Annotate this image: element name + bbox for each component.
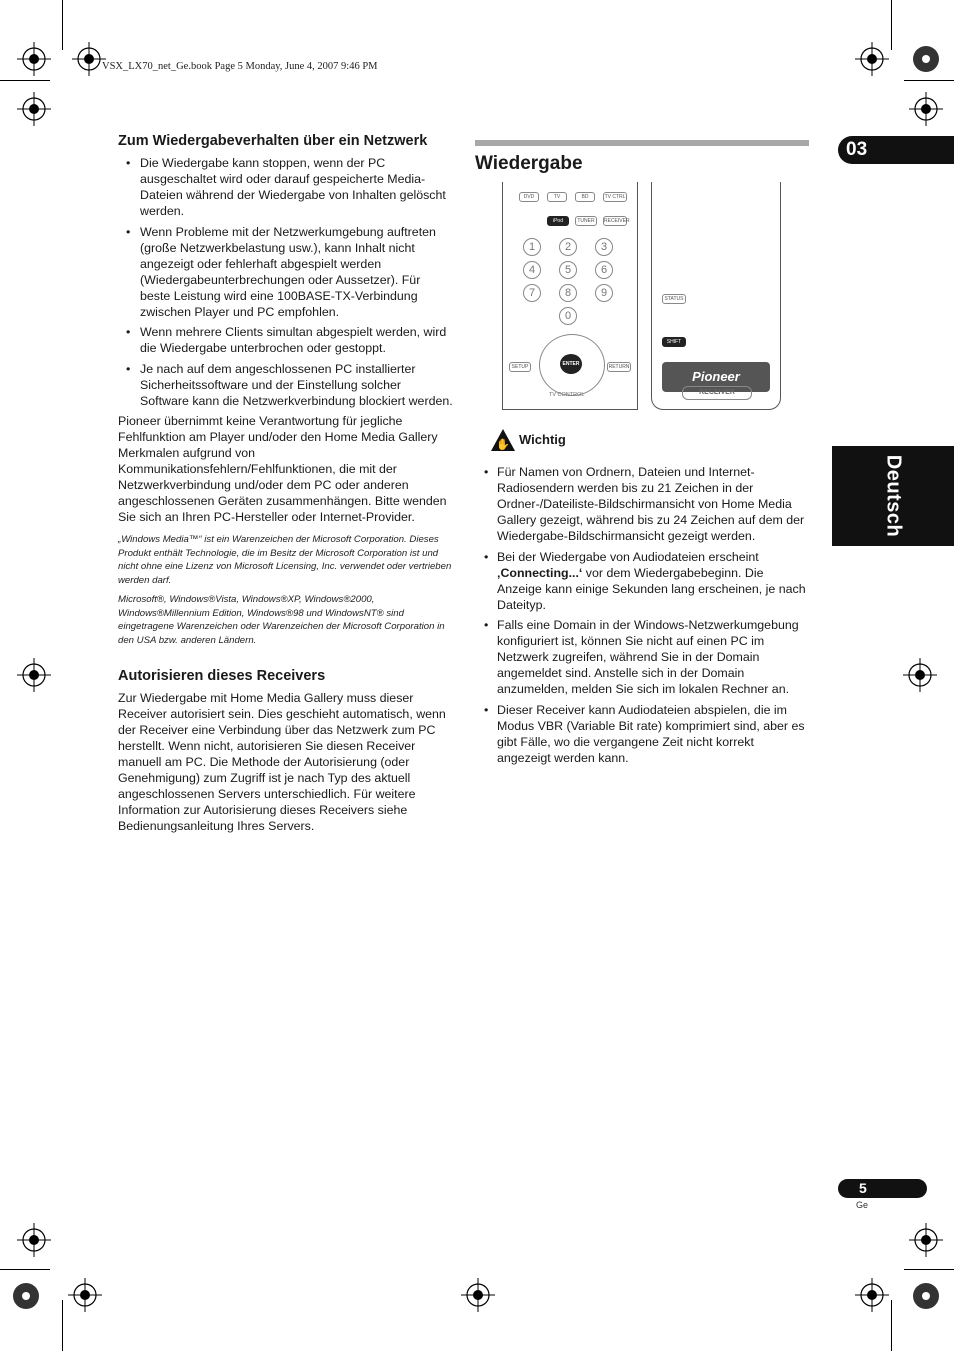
right-column: [475, 140, 809, 770]
svg-text:✋: ✋: [496, 438, 510, 451]
digit-button: 4: [523, 261, 541, 279]
warning-icon: [490, 428, 516, 452]
bullet-icon: •: [126, 325, 131, 339]
authorize-paragraph: Zur Wiedergabe mit Home Media Gallery muss dieser Receiver autorisiert sein. Dies geschieht automatisch, wenn der Receiver eine Verbindung über das Netzwerk zum PC herstellt. Wenn nicht, autorisieren Sie diesen Receiver manuell am PC. Die Methode der Autorisierung (oder Genehmigung) zum Zugriff ist je nach Typ des aktuell angeschlossenen Servers unterschiedlich. Für weitere Information zur Autorisierung dieses Receivers siehe Bedienungsanleitung Ihres Servers.: [118, 691, 446, 833]
registration-mark-icon: [855, 1278, 889, 1312]
remote-button-tuner: TUNER: [575, 216, 597, 226]
network-bullet-list: [118, 155, 453, 409]
crop-mark: [0, 1269, 50, 1270]
section-heading-network: Zum Wiedergabeverhalten über ein Netzwerk: [118, 133, 428, 149]
remote-button-setup: SETUP: [509, 362, 531, 372]
registration-mark-icon: [903, 658, 937, 692]
digit-button: 3: [595, 238, 613, 256]
remote-button-receiver-input: RECEIVER: [604, 218, 630, 224]
important-bullet-list: [475, 464, 809, 766]
remote-button-receiver: RECEIVER: [682, 386, 752, 400]
book-header-line: VSX_LX70_net_Ge.book Page 5 Monday, June 4, 2007 9:46 PM: [102, 61, 378, 72]
registration-mark-icon: [461, 1278, 495, 1312]
digit-button: 1: [523, 238, 541, 256]
crop-mark: [904, 1269, 954, 1270]
language-tab-label: Deutsch: [882, 454, 905, 538]
remote-button-ipod: iPod: [547, 216, 569, 226]
chapter-tab: 03: [838, 136, 954, 164]
important-notice: [475, 428, 809, 454]
registration-mark-icon: [9, 1279, 43, 1313]
registration-mark-icon: [17, 658, 51, 692]
digit-button: 8: [559, 284, 577, 302]
bullet-icon: •: [484, 618, 489, 632]
registration-mark-icon: [909, 1223, 943, 1257]
section-rule: [475, 140, 809, 146]
remote-button-status: STATUS: [662, 294, 686, 304]
bullet-icon: •: [484, 702, 489, 717]
registration-mark-icon: [909, 92, 943, 126]
list-item: • Falls eine Domain in der Windows-Netzwerkumgebung konfiguriert ist, können Sie nicht auf einen PC im Netzwerk zugreifen, während Sie in der Domain angemeldet sind. Anstelle sich in der Domain anzumelden, melden Sie sich im lokalen Rechner an.: [484, 618, 799, 696]
remote-upper-section: [502, 182, 638, 410]
bullet-icon: •: [126, 361, 131, 376]
digit-button: 7: [523, 284, 541, 302]
language-tab: [832, 446, 954, 546]
list-item: • Die Wiedergabe kann stoppen, wenn der PC ausgeschaltet wird oder darauf gespeicherte Media-Dateien während der Wiedergabe von Inhalten gelöscht werden.: [126, 156, 446, 218]
remote-button-dvd: DVD: [519, 192, 539, 202]
list-item: • Für Namen von Ordnern, Dateien und Internet-Radiosendern werden bis zu 21 Zeichen in der Ordner-/Dateiliste-Bildschirmansicht von Home Media Gallery gezeigt, während bis zu 24 Zeichen auf dem der Wiedergabe-Bildschirmansicht gezeigt werden.: [484, 465, 805, 543]
page-number: 5: [838, 1179, 927, 1198]
remote-control-illustration: [475, 182, 809, 410]
remote-tv-control-label: TV CONTROL: [549, 392, 585, 398]
connecting-message: ‚Connecting...‘: [497, 565, 583, 580]
registration-mark-icon: [855, 42, 889, 76]
digit-button: 6: [595, 261, 613, 279]
page-title: Wiedergabe: [475, 153, 583, 174]
remote-lower-section: [651, 182, 781, 410]
important-label: Wichtig: [519, 432, 566, 447]
registration-mark-icon: [909, 42, 943, 76]
pioneer-logo: Pioneer: [662, 362, 770, 392]
crop-mark: [891, 1300, 892, 1351]
registration-mark-icon: [72, 42, 106, 76]
registration-mark-icon: [17, 42, 51, 76]
crop-mark: [62, 0, 63, 50]
left-column: [118, 132, 453, 842]
list-item: • Wenn mehrere Clients simultan abgespielt werden, wird die Wiedergabe unterbrochen oder gestoppt.: [126, 325, 447, 355]
trademark-note-microsoft: Microsoft®, Windows®Vista, Windows®XP, Windows®2000, Windows®Millennium Edition, Windows®98 und WindowsNT® sind eingetragene Warenzeichen oder Warenzeichen der Microsoft Corporation in den USA bzw. anderen Ländern.: [118, 594, 445, 646]
remote-button-tv-ctrl: TV CTRL: [604, 194, 626, 200]
remote-button-bd: BD: [575, 192, 595, 202]
remote-button-tv: TV: [547, 192, 567, 202]
crop-mark: [62, 1300, 63, 1351]
remote-button-return: RETURN: [608, 364, 630, 370]
list-item: • Wenn Probleme mit der Netzwerkumgebung auftreten (große Netzwerkbelastung usw.), kann Inhalt nicht angezeigt oder fehlerhaft abgespielt werden (Wiedergabeunterbrechungen oder Aussetzer). Für beste Leistung wird eine 100BASE-TX-Verbindung zwischen Player und PC empfohlen.: [126, 224, 436, 319]
digit-button: 2: [559, 238, 577, 256]
list-item: • Dieser Receiver kann Audiodateien abspielen, die im Modus VBR (Variable Bit rate) komprimiert sind, aber es gibt Fälle, wo die vergangene Zeit nicht korrekt angezeigt werden kann.: [484, 702, 805, 765]
registration-mark-icon: [17, 92, 51, 126]
crop-mark: [904, 80, 954, 81]
digit-button: 5: [559, 261, 577, 279]
section-heading-authorize: Autorisieren dieses Receivers: [118, 668, 326, 684]
list-item: • Bei der Wiedergabe von Audiodateien erscheint ‚Connecting...‘ vor dem Wiedergabebeginn. Die Anzeige kann einige Sekunden lang erscheinen, je nach Dateityp.: [484, 549, 806, 612]
disclaimer-paragraph: Pioneer übernimmt keine Verantwortung für jegliche Fehlfunktion am Player und/oder den Home Media Gallery Merkmalen aufgrund von Kommunikationsfehlern/Fehlfunktionen, die mit der Netzwerkverbindung und/oder dem PC oder anderen angeschlossenen Geräten zusammenhängen. Bitte wenden Sie sich an Ihren PC-Hersteller oder Internet-Provider.: [118, 414, 447, 524]
bullet-icon: •: [126, 156, 131, 170]
remote-button-shift: SHIFT: [662, 337, 686, 347]
bullet-icon: •: [126, 224, 131, 239]
digit-button: 0: [559, 307, 577, 325]
registration-mark-icon: [68, 1278, 102, 1312]
registration-mark-icon: [17, 1223, 51, 1257]
remote-enter-button: ENTER: [560, 354, 582, 374]
bullet-icon: •: [484, 549, 489, 564]
page-language-code: Ge: [856, 1200, 869, 1210]
bullet-icon: •: [484, 465, 489, 479]
digit-button: 9: [595, 284, 613, 302]
trademark-note-windows-media: „Windows Media™“ ist ein Warenzeichen der Microsoft Corporation. Dieses Produkt enthält Technologie, die im Besitz der Microsoft Corporation ist und nicht ohne eine Lizenz von Microsoft Licensing, Inc. verwendet oder vertrieben werden darf.: [118, 534, 452, 586]
registration-mark-icon: [909, 1279, 943, 1313]
crop-mark: [0, 80, 50, 81]
crop-mark: [891, 0, 892, 50]
list-item: • Je nach auf dem angeschlossenen PC installierter Sicherheitssoftware und der Einstellung solcher Software kann die Netzwerkverbindung blockiert werden.: [126, 361, 453, 408]
